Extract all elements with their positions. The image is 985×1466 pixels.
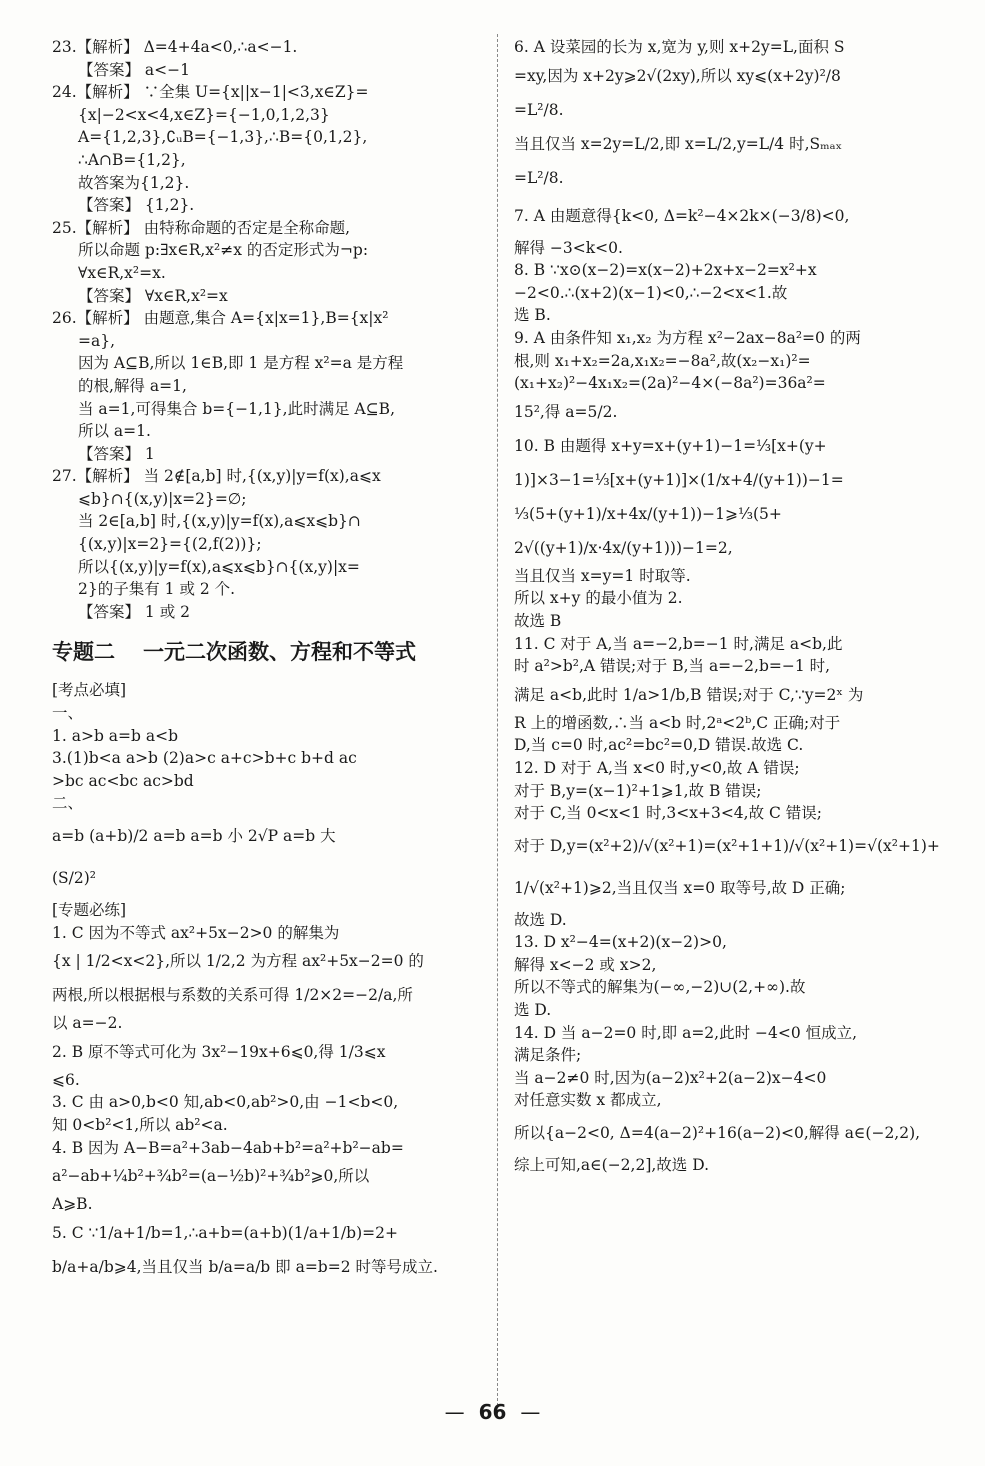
text-line: 2}的子集有 1 或 2 个.	[78, 580, 236, 599]
text-line: −2<0.∴(x+2)(x−1)<0,∴−2<x<1.故	[514, 283, 788, 302]
text-line: 所以命题 p:∃x∈R,x²≠x 的否定形式为¬p:	[78, 241, 369, 260]
page-number: 66	[478, 1400, 507, 1424]
text-line: 1/√(x²+1)⩾2,当且仅当 x=0 取等号,故 D 正确;	[514, 878, 846, 897]
text-line: 所以{a−2<0, Δ=4(a−2)²+16(a−2)<0,解得 a∈(−2,2),	[514, 1124, 921, 1143]
text-line: 14. D 当 a−2=0 时,即 a=2,此时 −4<0 恒成立,	[514, 1023, 858, 1042]
section-heading	[52, 637, 484, 667]
text-line: 9. A 由条件知 x₁,x₂ 为方程 x²−2ax−8a²=0 的两	[514, 328, 861, 347]
text-line: 当 a=1,可得集合 b={−1,1},此时满足 A⊆B,	[78, 399, 395, 418]
text-line: 6. A 设菜园的长为 x,宽为 y,则 x+2y=L,面积 S	[514, 38, 845, 56]
text-line: 7. A 由题意得{k<0, Δ=k²−4×2k×(−3/8)<0,	[514, 206, 850, 225]
text-line: 当且仅当 x=y=1 时取等.	[514, 566, 691, 585]
text-line: 10. B 由题得 x+y=x+(y+1)−1=⅓[x+(y+	[514, 436, 827, 455]
text-line: ⅓(5+(y+1)/x+4x/(y+1))−1⩾⅓(5+	[514, 504, 782, 523]
text-line: {(x,y)|x=2}={(2,f(2))};	[78, 535, 262, 554]
text-line: 选 D.	[514, 1001, 552, 1020]
text-line: ∀x∈R,x²=x.	[78, 263, 166, 282]
text-line: a²−ab+¼b²+¾b²=(a−½b)²+¾b²⩾0,所以	[52, 1167, 370, 1186]
text-line: A⩾B.	[52, 1195, 93, 1214]
text-line: 知 0<b²<1,所以 ab²<a.	[52, 1115, 228, 1134]
text-line: 根,则 x₁+x₂=2a,x₁x₂=−8a²,故(x₂−x₁)²=	[514, 351, 811, 370]
text-line: 【答案】 1	[78, 444, 155, 463]
text-line: 满足条件;	[514, 1046, 582, 1065]
text-line: 8. B ∵x⊙(x−2)=x(x−2)+2x+x−2=x²+x	[514, 261, 817, 280]
right-column	[514, 36, 950, 1177]
text-line: 当且仅当 x=2y=L/2,即 x=L/2,y=L/4 时,Sₘₐₓ	[514, 134, 843, 153]
text-line: 满足 a<b,此时 1/a>1/b,B 错误;对于 C,∵y=2ˣ 为	[514, 685, 864, 704]
text-line: 所以{(x,y)|y=f(x),a⩽x⩽b}∩{(x,y)|x=	[78, 557, 360, 576]
text-line: 1)]×3−1=⅓[x+(y+1)]×(1/x+4/(y+1))−1=	[514, 470, 844, 489]
text-line: b/a+a/b⩾4,当且仅当 b/a=a/b 即 a=b=2 时等号成立.	[52, 1257, 438, 1276]
text-line: ∴A∩B={1,2},	[78, 150, 186, 169]
text-line: 27.【解析】 当 2∉[a,b] 时,{(x,y)|y=f(x),a⩽x	[52, 467, 381, 486]
column-divider	[497, 34, 498, 1406]
text-line: a=b (a+b)/2 a=b a=b 小 2√P a=b 大	[52, 827, 336, 845]
text-line: A={1,2,3},∁ᵤB={−1,3},∴B={0,1,2},	[78, 128, 368, 147]
text-line: 对于 B,y=(x−1)²+1⩾1,故 B 错误;	[514, 781, 762, 800]
text-line: 当 2∈[a,b] 时,{(x,y)|y=f(x),a⩽x⩽b}∩	[78, 512, 361, 531]
text-line: {x|−2<x<4,x∈Z}={−1,0,1,2,3}	[78, 105, 330, 124]
text-line: 4. B 因为 A−B=a²+3ab−4ab+b²=a²+b²−ab=	[52, 1138, 404, 1157]
text-line: 对任意实数 x 都成立,	[514, 1091, 662, 1110]
text-line: 选 B.	[514, 306, 551, 325]
text-line: =L²/8.	[514, 100, 564, 119]
text-line: [考点必填]	[52, 681, 127, 700]
text-line: 一、	[52, 704, 84, 723]
text-line: 所以 a=1.	[78, 422, 151, 441]
text-line: ⩽6.	[52, 1070, 80, 1089]
text-line: =a},	[78, 331, 116, 350]
text-line: {x | 1/2<x<2},所以 1/2,2 为方程 ax²+5x−2=0 的	[52, 952, 424, 971]
text-line: 当 a−2≠0 时,因为(a−2)x²+2(a−2)x−4<0	[514, 1068, 827, 1087]
text-line: 对于 D,y=(x²+2)/√(x²+1)=(x²+1+1)/√(x²+1)=√(x²+1)+	[514, 836, 940, 855]
footer-dash: —	[520, 1400, 541, 1424]
text-line: 所以不等式的解集为(−∞,−2)∪(2,+∞).故	[514, 978, 806, 997]
text-line: 所以 x+y 的最小值为 2.	[514, 589, 683, 608]
text-line: 15²,得 a=5/2.	[514, 402, 618, 421]
text-line: 2. B 原不等式可化为 3x²−19x+6⩽0,得 1/3⩽x	[52, 1042, 386, 1061]
text-line: 【答案】 {1,2}.	[78, 196, 195, 215]
section-number: 专题二	[52, 640, 115, 665]
text-line: 1. C 因为不等式 ax²+5x−2>0 的解集为	[52, 923, 340, 942]
text-line: =xy,因为 x+2y⩾2√(2xy),所以 xy⩽(x+2y)²/8	[514, 66, 841, 85]
text-line: 故答案为{1,2}.	[78, 173, 190, 192]
text-line: 1. a>b a=b a<b	[52, 726, 179, 745]
text-line: 26.【解析】 由题意,集合 A={x|x=1},B={x|x²	[52, 309, 389, 328]
text-line: >bc ac<bc ac>bd	[52, 771, 194, 790]
text-line: =L²/8.	[514, 168, 564, 187]
text-line: 因为 A⊆B,所以 1∈B,即 1 是方程 x²=a 是方程	[78, 354, 404, 373]
text-line: 【答案】 1 或 2	[78, 602, 191, 621]
text-line: 综上可知,a∈(−2,2],故选 D.	[514, 1156, 710, 1175]
text-line: (x₁+x₂)²−4x₁x₂=(2a)²−4×(−8a²)=36a²=	[514, 374, 826, 393]
text-line: (S/2)²	[52, 869, 97, 887]
left-column	[52, 36, 484, 1284]
text-line: 25.【解析】 由特称命题的否定是全称命题,	[52, 218, 351, 237]
text-line: 【答案】 ∀x∈R,x²=x	[78, 286, 228, 305]
text-line: 的根,解得 a=1,	[78, 376, 187, 395]
text-line: 时 a²>b²,A 错误;对于 B,当 a=−2,b=−1 时,	[514, 657, 831, 676]
page-footer	[0, 1400, 985, 1424]
text-line: 故选 B	[514, 611, 562, 630]
text-line: 24.【解析】 ∵全集 U={x||x−1|<3,x∈Z}=	[52, 83, 369, 102]
text-line: 23.【解析】 Δ=4+4a<0,∴a<−1.	[52, 38, 298, 56]
text-line: [专题必练]	[52, 901, 127, 919]
text-line: 以 a=−2.	[52, 1014, 123, 1033]
text-line: 11. C 对于 A,当 a=−2,b=−1 时,满足 a<b,此	[514, 634, 843, 653]
text-line: 5. C ∵1/a+1/b=1,∴a+b=(a+b)(1/a+1/b)=2+	[52, 1223, 398, 1242]
text-line: 解得 x<−2 或 x>2,	[514, 955, 657, 974]
section-title: 一元二次函数、方程和不等式	[143, 640, 416, 665]
footer-dash: —	[444, 1400, 465, 1424]
text-line: D,当 c=0 时,ac²=bc²=0,D 错误.故选 C.	[514, 736, 804, 755]
text-line: 12. D 对于 A,当 x<0 时,y<0,故 A 错误;	[514, 758, 800, 777]
text-line: 二、	[52, 794, 84, 813]
text-line: R 上的增函数,∴当 a<b 时,2ᵃ<2ᵇ,C 正确;对于	[514, 713, 841, 732]
text-line: 解得 −3<k<0.	[514, 238, 623, 257]
text-line: ⩽b}∩{(x,y)|x=2}=∅;	[78, 489, 247, 508]
text-line: 【答案】 a<−1	[78, 60, 191, 79]
text-line: 3.(1)b<a a>b (2)a>c a+c>b+c b+d ac	[52, 749, 357, 768]
text-line: 13. D x²−4=(x+2)(x−2)>0,	[514, 933, 727, 952]
text-line: 3. C 由 a>0,b<0 知,ab<0,ab²>0,由 −1<b<0,	[52, 1093, 399, 1112]
text-line: 两根,所以根据根与系数的关系可得 1/2×2=−2/a,所	[52, 986, 413, 1005]
text-line: 故选 D.	[514, 910, 567, 929]
text-line: 2√((y+1)/x·4x/(y+1)))−1=2,	[514, 538, 733, 557]
text-line: 对于 C,当 0<x<1 时,3<x+3<4,故 C 错误;	[514, 804, 823, 823]
